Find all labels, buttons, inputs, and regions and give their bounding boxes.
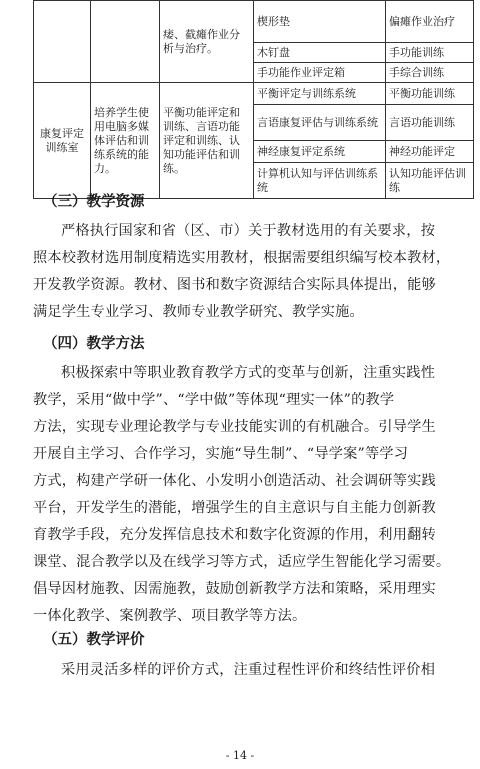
equipment-cell: 木钉盘 <box>254 43 386 63</box>
equipment-cell: 楔形垫 <box>254 1 386 43</box>
table-row <box>34 83 474 105</box>
text-line: 积极探索中等职业教育教学方式的变革与创新，注重实践性 <box>61 365 436 381</box>
text-line: 采用灵活多样的评价方式，注重过程性评价和终结性评价相 <box>61 662 436 678</box>
text-line: 课堂、混合教学以及在线学习等方式，适应学生智能化学习需要。 <box>33 554 451 570</box>
text-line: 方法，实现专业理论教学与专业技能实训的有机融合。引导学生 <box>33 419 436 435</box>
training-project-cell: 言语功能训练 <box>386 105 474 141</box>
training-project-cell: 手功能训练 <box>386 43 474 63</box>
text-line: 倡导因材施教、因需施教，鼓励创新教学方法和策略，采用理实 <box>33 581 436 597</box>
training-project-cell: 手综合训练 <box>386 63 474 83</box>
section-heading-teaching-resources: （三）教学资源 <box>43 193 145 210</box>
paragraph-teaching-resources <box>33 218 473 326</box>
table-row <box>34 1 474 43</box>
ability-cell <box>91 1 160 83</box>
training-project-cell: 认知功能评估训练 <box>386 163 474 199</box>
text-line: 方式，构建产学研一体化、小发明小创造活动、社会调研等实践 <box>33 473 436 489</box>
equipment-cell: 计算机认知与评估训练系统 <box>254 163 386 199</box>
training-project-cell: 平衡功能训练 <box>386 83 474 105</box>
training-content-cell: 痿、截瘫作业分析与治疗。 <box>160 1 254 83</box>
text-line: 平台，开发学生的潜能，增强学生的自主意识与自主能力创新教 <box>33 500 436 516</box>
equipment-cell: 手功能作业评定箱 <box>254 63 386 83</box>
room-name-cell <box>34 1 91 83</box>
equipment-cell: 言语康复评估与训练系统 <box>254 105 386 141</box>
section-heading-teaching-evaluation: （五）教学评价 <box>43 631 145 648</box>
page-number: - 14 - <box>225 749 255 762</box>
training-project-cell: 神经功能评定 <box>386 141 474 163</box>
training-project-cell: 偏瘫作业治疗 <box>386 1 474 43</box>
text-line: 满足学生专业学习、教师专业教学研究、教学实施。 <box>33 304 364 320</box>
text-line: 照本校教材选用制度精选实用教材，根据需要组织编写校本教材， <box>33 250 451 266</box>
equipment-cell: 神经康复评定系统 <box>254 141 386 163</box>
ability-cell: 培养学生使用电脑多媒体评估和训练系统的能力。 <box>91 83 160 199</box>
text-line: 开发教学资源。教材、图书和数字资源结合实际具体提出，能够 <box>33 277 436 293</box>
training-content-cell: 平衡功能评定和训练、言语功能评定和训练、认知功能评估和训练。 <box>160 83 254 199</box>
section-heading-teaching-methods: （四）教学方法 <box>43 335 145 352</box>
text-line: 育教学手段，充分发挥信息技术和数字化资源的作用，利用翻转 <box>33 527 436 543</box>
text-line: 开展自主学习、合作学习，实施“导生制”、“导学案”等学习 <box>33 446 409 462</box>
training-room-table <box>33 0 474 199</box>
text-line: 一体化教学、案例教学、项目教学等方法。 <box>33 608 307 624</box>
equipment-cell: 平衡评定与训练系统 <box>254 83 386 105</box>
text-line: 教学，采用“做中学”、“学中做”等体现“理实一体”的教学 <box>33 392 395 408</box>
text-line: 严格执行国家和省（区、市）关于教材选用的有关要求，按 <box>61 223 436 239</box>
room-name-cell: 康复评定训练室 <box>34 83 91 199</box>
paragraph-teaching-evaluation <box>33 657 473 684</box>
paragraph-teaching-methods <box>33 360 473 630</box>
